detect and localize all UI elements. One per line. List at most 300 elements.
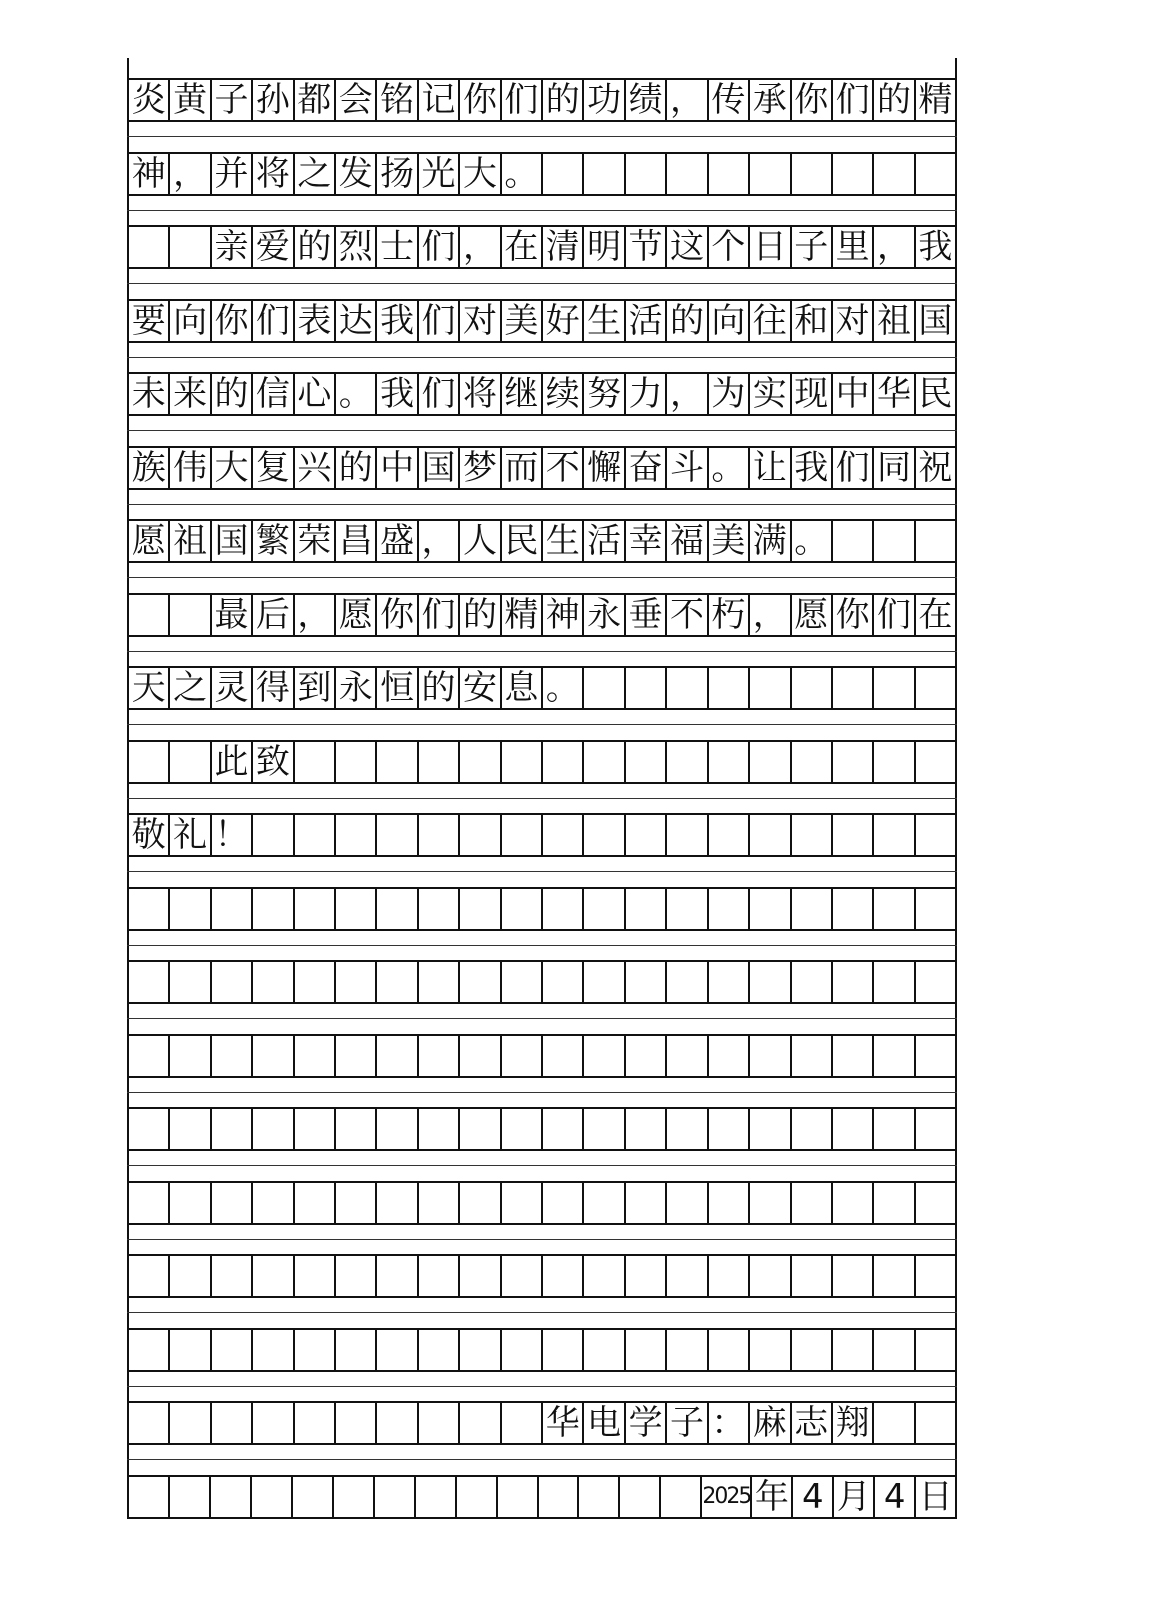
grid-cell: 清 [541,225,582,269]
grid-cell [210,1328,251,1372]
grid-cell [168,960,209,1004]
grid-cell: 续 [541,372,582,416]
grid-cell: 明 [582,225,623,269]
grid-cell [872,1254,913,1298]
grid-cell: 祖 [872,299,913,343]
grid-cell: 志 [790,1401,831,1445]
grid-cell [373,1475,414,1519]
grid-cell: 中 [831,372,872,416]
row-separator [127,798,957,799]
grid-cell: 发 [334,152,375,196]
grid-cell [458,1328,499,1372]
grid-cell: 亲 [210,225,251,269]
grid-cell: 伟 [168,446,209,490]
grid-cell: 电 [582,1401,623,1445]
grid-cell [375,1328,416,1372]
grid-cell: 精 [914,78,957,122]
grid-cell: 此 [210,740,251,784]
grid-cell [500,1254,541,1298]
grid-row [127,372,957,416]
grid-cell [500,740,541,784]
grid-cell [665,1107,706,1151]
grid-cell [914,1254,957,1298]
grid-cell: 日 [914,1475,957,1519]
grid-row [127,593,957,637]
grid-cell: 们 [417,225,458,269]
row-separator [127,504,957,505]
grid-cell: 幸 [624,519,665,563]
grid-cell [872,1034,913,1078]
grid-cell: 斗 [665,446,706,490]
row-separator [127,136,957,137]
grid-cell [417,740,458,784]
grid-cell [665,1328,706,1372]
grid-cell [251,813,292,857]
grid-cell [914,666,957,710]
grid-cell: ， [748,593,789,637]
grid-cell [458,740,499,784]
grid-cell [375,813,416,857]
grid-row [127,887,957,931]
grid-cell [375,1107,416,1151]
grid-cell: 神 [127,152,168,196]
grid-row [127,299,957,343]
grid-cell: 繁 [251,519,292,563]
grid-cell [790,960,831,1004]
grid-cell [665,666,706,710]
grid-cell: 和 [790,299,831,343]
grid-cell: 愿 [127,519,168,563]
grid-row [127,666,957,710]
grid-cell [707,960,748,1004]
grid-cell [748,1107,789,1151]
grid-cell: 们 [417,299,458,343]
grid-cell [293,740,334,784]
grid-cell: 你 [210,299,251,343]
grid-cell [790,1254,831,1298]
grid-row [127,1328,957,1372]
grid-cell [582,740,623,784]
grid-cell [790,1034,831,1078]
grid-cell: 福 [665,519,706,563]
grid-cell: 们 [251,299,292,343]
grid-cell: 致 [251,740,292,784]
grid-cell [790,1107,831,1151]
grid-cell: 对 [831,299,872,343]
grid-cell: 现 [790,372,831,416]
row-separator [127,357,957,358]
grid-cell [127,1475,168,1519]
grid-cell [210,1034,251,1078]
grid-cell: 生 [541,519,582,563]
grid-cell: 表 [293,299,334,343]
grid-cell: 达 [334,299,375,343]
grid-cell: 。 [541,666,582,710]
grid-cell: 梦 [458,446,499,490]
grid-cell: 对 [458,299,499,343]
grid-cell [914,813,957,857]
grid-cell [168,1034,209,1078]
grid-cell: 永 [334,666,375,710]
grid-cell: 国 [210,519,251,563]
grid-cell [707,666,748,710]
grid-cell: 向 [707,299,748,343]
row-separator [127,945,957,946]
grid-cell: 垂 [624,593,665,637]
grid-cell [168,1401,209,1445]
grid-row [127,519,957,563]
grid-cell [458,1181,499,1225]
grid-cell: 懈 [582,446,623,490]
grid-cell [458,1254,499,1298]
row-separator [127,430,957,431]
grid-cell [210,960,251,1004]
grid-cell [417,1034,458,1078]
grid-cell [541,1034,582,1078]
grid-cell [707,1254,748,1298]
grid-cell: 之 [168,666,209,710]
grid-cell [500,1401,541,1445]
grid-cell: 心 [293,372,334,416]
grid-cell [334,960,375,1004]
grid-cell: 将 [458,372,499,416]
grid-cell: 并 [210,152,251,196]
grid-cell [541,740,582,784]
grid-cell [624,813,665,857]
grid-cell: 好 [541,299,582,343]
grid-row [127,1107,957,1151]
date-year: 2025 [702,1484,751,1509]
grid-cell [127,1181,168,1225]
row-separator [127,1312,957,1313]
grid-cell [831,960,872,1004]
grid-cell: 你 [375,593,416,637]
grid-cell [748,666,789,710]
grid-cell: 。 [790,519,831,563]
grid-cell: 的 [293,225,334,269]
grid-cell [914,960,957,1004]
grid-cell [914,1034,957,1078]
grid-cell [748,1181,789,1225]
grid-cell [582,813,623,857]
grid-cell [748,1254,789,1298]
grid-cell: 复 [251,446,292,490]
grid-cell [624,887,665,931]
grid-cell [541,960,582,1004]
row-separator [127,577,957,578]
grid-cell: 们 [831,446,872,490]
grid-cell: 努 [582,372,623,416]
grid-cell: 光 [417,152,458,196]
grid-cell: 敬 [127,813,168,857]
grid-cell: 到 [293,666,334,710]
grid-cell [537,1475,578,1519]
grid-cell: 信 [251,372,292,416]
grid-cell: 的 [541,78,582,122]
grid-cell: 的 [334,446,375,490]
grid-cell [417,1401,458,1445]
grid-cell [496,1475,537,1519]
grid-cell [332,1475,373,1519]
grid-cell: 后 [251,593,292,637]
grid-cell [582,887,623,931]
grid-cell: 得 [251,666,292,710]
row-separator [127,651,957,652]
grid-cell [251,1254,292,1298]
grid-cell [914,1401,957,1445]
grid-cell [293,1107,334,1151]
grid-cell: 之 [293,152,334,196]
grid-cell: 我 [375,372,416,416]
grid-cell [455,1475,496,1519]
grid-cell: 朽 [707,593,748,637]
grid-cell [618,1475,659,1519]
grid-cell [665,1254,706,1298]
grid-row [127,1401,957,1445]
row-separator [127,1018,957,1019]
grid-cell [748,152,789,196]
grid-cell: 国 [914,299,957,343]
grid-cell [375,1034,416,1078]
grid-cell [168,1107,209,1151]
grid-cell [458,1401,499,1445]
grid-cell [748,1328,789,1372]
grid-cell: 们 [417,593,458,637]
grid-cell [665,887,706,931]
grid-cell [872,1107,913,1151]
grid-cell: 功 [582,78,623,122]
grid-cell [375,960,416,1004]
grid-row [127,1475,957,1519]
grid-cell [127,1034,168,1078]
grid-cell [582,1034,623,1078]
grid-cell [209,1475,250,1519]
grid-cell: 向 [168,299,209,343]
grid-cell: ， [417,519,458,563]
grid-cell [500,1328,541,1372]
grid-cell [417,1328,458,1372]
grid-cell: 们 [831,78,872,122]
grid-cell [582,1107,623,1151]
grid-cell: 爱 [251,225,292,269]
grid-cell: 不 [665,593,706,637]
grid-cell: 我 [790,446,831,490]
grid-cell [748,960,789,1004]
grid-cell: ！ [210,813,251,857]
grid-cell [665,152,706,196]
grid-cell [872,152,913,196]
grid-row [127,1181,957,1225]
grid-cell: 继 [500,372,541,416]
grid-cell [541,152,582,196]
grid-cell: 活 [624,299,665,343]
grid-cell: 愿 [790,593,831,637]
grid-cell: 的 [872,78,913,122]
grid-cell: 族 [127,446,168,490]
grid-cell [293,887,334,931]
grid-cell: 炎 [127,78,168,122]
grid-cell [458,1034,499,1078]
grid-cell [375,887,416,931]
grid-cell: 永 [582,593,623,637]
grid-cell [210,1401,251,1445]
grid-cell: 里 [831,225,872,269]
grid-row [127,152,957,196]
grid-cell [872,519,913,563]
grid-cell [293,1034,334,1078]
grid-cell [293,1181,334,1225]
grid-cell: 大 [210,446,251,490]
grid-cell: 满 [748,519,789,563]
grid-cell [831,519,872,563]
grid-cell [748,887,789,931]
grid-cell [624,1254,665,1298]
grid-cell: 不 [541,446,582,490]
grid-cell: 我 [914,225,957,269]
grid-cell: 学 [624,1401,665,1445]
grid-cell [914,152,957,196]
grid-cell: 黄 [168,78,209,122]
grid-row [127,1254,957,1298]
grid-cell [127,593,168,637]
grid-cell [251,1328,292,1372]
grid-cell [665,1181,706,1225]
grid-cell [872,1328,913,1372]
grid-cell [624,152,665,196]
grid-cell: 奋 [624,446,665,490]
grid-cell: 祖 [168,519,209,563]
grid-cell [872,1181,913,1225]
grid-cell: 活 [582,519,623,563]
grid-cell [334,1034,375,1078]
grid-cell [127,1254,168,1298]
grid-cell [831,152,872,196]
grid-cell [417,960,458,1004]
grid-cell: 祝 [914,446,957,490]
grid-cell: 精 [500,593,541,637]
grid-cell [500,813,541,857]
grid-cell: ， [872,225,913,269]
grid-cell: 恒 [375,666,416,710]
grid-cell [707,1181,748,1225]
grid-cell [500,960,541,1004]
grid-cell [914,1107,957,1151]
grid-cell [414,1475,455,1519]
grid-row [127,740,957,784]
grid-cell [127,740,168,784]
grid-cell [251,960,292,1004]
grid-cell [582,666,623,710]
grid-cell: 民 [500,519,541,563]
grid-cell [790,887,831,931]
grid-cell [251,1401,292,1445]
grid-cell [748,740,789,784]
grid-cell: 你 [831,593,872,637]
grid-cell [127,960,168,1004]
grid-cell: 中 [375,446,416,490]
grid-cell: 为 [707,372,748,416]
grid-cell [250,1475,291,1519]
grid-cell: 华 [872,372,913,416]
grid-cell [872,960,913,1004]
grid-cell: 灵 [210,666,251,710]
grid-cell [417,1181,458,1225]
grid-cell [168,1254,209,1298]
grid-cell: 在 [914,593,957,637]
grid-cell [700,1475,750,1519]
grid-cell [872,813,913,857]
grid-cell [582,1328,623,1372]
grid-cell: 将 [251,152,292,196]
grid-cell: 昌 [334,519,375,563]
grid-cell [665,740,706,784]
grid-cell [790,813,831,857]
grid-cell: ， [665,372,706,416]
grid-cell: 我 [375,299,416,343]
grid-cell: 日 [748,225,789,269]
grid-row [127,78,957,122]
grid-cell: 生 [582,299,623,343]
row-separator [127,871,957,872]
grid-cell [127,225,168,269]
grid-cell [293,1328,334,1372]
grid-cell [914,887,957,931]
grid-cell [831,1181,872,1225]
grid-cell [127,887,168,931]
grid-cell: 传 [707,78,748,122]
grid-cell: ， [458,225,499,269]
grid-cell: 往 [748,299,789,343]
grid-cell [624,740,665,784]
grid-cell [872,740,913,784]
grid-cell [790,740,831,784]
grid-row [127,960,957,1004]
grid-cell [707,1328,748,1372]
grid-cell: 的 [417,666,458,710]
grid-cell [790,1181,831,1225]
grid-cell [624,1034,665,1078]
grid-cell: 息 [500,666,541,710]
grid-cell [790,152,831,196]
grid-cell [624,1107,665,1151]
grid-cell: 月 [832,1475,873,1519]
grid-cell: 来 [168,372,209,416]
grid-cell [582,1181,623,1225]
grid-cell: 神 [541,593,582,637]
grid-cell: 力 [624,372,665,416]
grid-cell [541,887,582,931]
grid-cell [624,1181,665,1225]
grid-cell: 大 [458,152,499,196]
grid-cell: 国 [417,446,458,490]
grid-cell [168,1475,209,1519]
grid-cell [665,960,706,1004]
grid-cell: 4 [873,1475,914,1519]
grid-cell [168,887,209,931]
grid-cell [500,1107,541,1151]
grid-cell: 天 [127,666,168,710]
grid-cell [914,1328,957,1372]
grid-cell [541,813,582,857]
grid-cell: 铭 [375,78,416,122]
grid-cell [375,740,416,784]
grid-cell [458,813,499,857]
grid-cell: 美 [500,299,541,343]
grid-cell: 人 [458,519,499,563]
grid-cell [500,1181,541,1225]
grid-cell [334,887,375,931]
grid-cell: 同 [872,446,913,490]
